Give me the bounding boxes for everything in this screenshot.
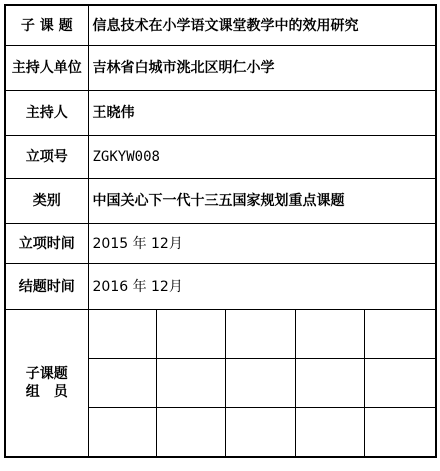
project-info-table — [4, 4, 437, 458]
project-info-form — [4, 4, 435, 448]
row-host — [5, 91, 436, 136]
member-cell[interactable] — [364, 310, 436, 359]
value-host: 王晓伟 — [88, 91, 436, 136]
member-cell[interactable] — [295, 310, 364, 359]
label-members — [5, 310, 88, 458]
member-cell[interactable] — [156, 408, 225, 458]
member-row-1 — [5, 310, 436, 359]
row-project-number — [5, 136, 436, 179]
member-cell[interactable] — [364, 408, 436, 458]
member-cell[interactable] — [88, 310, 156, 359]
row-approval-time — [5, 224, 436, 264]
label-subtopic: 子 课 题 — [5, 5, 88, 46]
value-category: 中国关心下一代十三五国家规划重点课题 — [88, 179, 436, 224]
label-host: 主持人 — [5, 91, 88, 136]
label-members-line2: 组 员 — [25, 384, 68, 400]
member-cell[interactable] — [225, 310, 295, 359]
member-cell[interactable] — [88, 359, 156, 408]
member-cell[interactable] — [295, 359, 364, 408]
value-project-number: ZGKYW008 — [88, 136, 436, 179]
label-category: 类别 — [5, 179, 88, 224]
label-completion-time: 结题时间 — [5, 264, 88, 310]
value-subtopic: 信息技术在小学语文课堂教学中的效用研究 — [88, 5, 436, 46]
value-host-unit: 吉林省白城市洮北区明仁小学 — [88, 46, 436, 91]
row-host-unit — [5, 46, 436, 91]
member-cell[interactable] — [88, 408, 156, 458]
value-completion-time: 2016 年 12月 — [88, 264, 436, 310]
row-subtopic — [5, 5, 436, 46]
member-cell[interactable] — [156, 359, 225, 408]
label-project-number: 立项号 — [5, 136, 88, 179]
member-cell[interactable] — [225, 359, 295, 408]
member-cell[interactable] — [295, 408, 364, 458]
label-members-line1: 子课题 — [25, 366, 68, 382]
value-approval-time: 2015 年 12月 — [88, 224, 436, 264]
label-host-unit: 主持人单位 — [5, 46, 88, 91]
member-cell[interactable] — [156, 310, 225, 359]
label-approval-time: 立项时间 — [5, 224, 88, 264]
member-cell[interactable] — [364, 359, 436, 408]
row-completion-time — [5, 264, 436, 310]
row-category — [5, 179, 436, 224]
member-cell[interactable] — [225, 408, 295, 458]
